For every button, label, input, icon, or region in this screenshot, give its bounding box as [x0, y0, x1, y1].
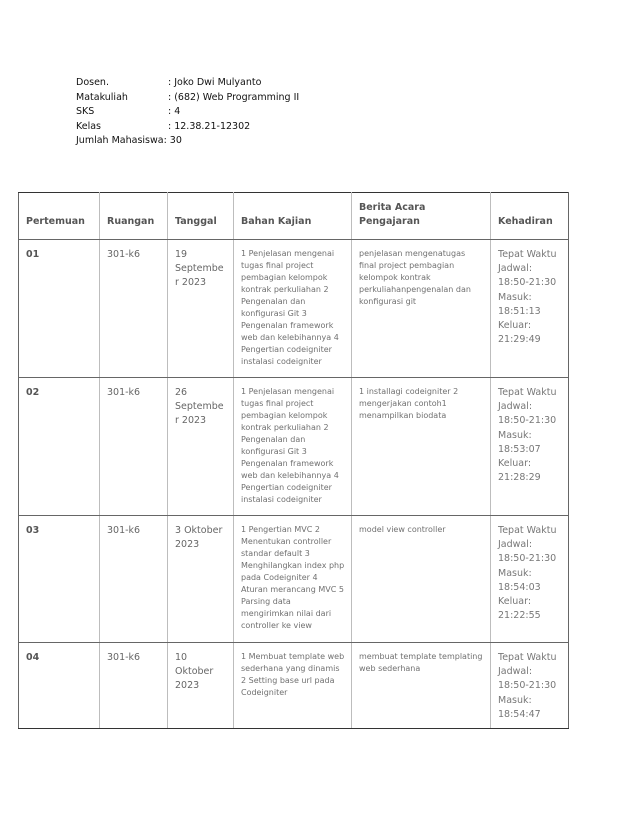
- sks-label: SKS: [76, 106, 95, 117]
- cell-tanggal: 19 September 2023: [168, 240, 234, 378]
- cell-bahan-kajian: 1 Penjelasan mengenai tugas final project pembagian kelompok kontrak perkuliahan 2 Pengenalan dan konfigurasi Git 3 Pengenalan framework web dan kelebihannya 4 Pengertian codeigniter instalasi codeigniter: [234, 378, 352, 516]
- cell-pertemuan: 02: [19, 378, 100, 516]
- header-pertemuan: Pertemuan: [19, 193, 100, 240]
- cell-bahan-kajian: 1 Penjelasan mengenai tugas final project pembagian kelompok kontrak perkuliahan 2 Pengenalan dan konfigurasi Git 3 Pengenalan framework web dan kelebihannya 4 Pengertian codeigniter instalasi codeigniter: [234, 240, 352, 378]
- attendance-table: [18, 192, 569, 729]
- cell-bahan-kajian: 1 Pengertian MVC 2 Menentukan controller standar default 3 Menghilangkan index php pada Codeigniter 4 Aturan merancang MVC 5 Parsing data mengirimkan nilai dari controller ke view: [234, 516, 352, 643]
- cell-berita-acara: penjelasan mengenatugas final project pembagian kelompok kontrak perkuliahanpengenalan dan konfigurasi git: [352, 240, 491, 378]
- cell-kehadiran: Tepat Waktu Jadwal: 18:50-21:30 Masuk: 18:54:47: [491, 643, 569, 729]
- cell-pertemuan: 01: [19, 240, 100, 378]
- cell-bahan-kajian: 1 Membuat template web sederhana yang dinamis 2 Setting base url pada Codeigniter: [234, 643, 352, 729]
- cell-ruangan: 301-k6: [100, 378, 168, 516]
- course-info: [76, 76, 299, 149]
- cell-tanggal: 3 Oktober 2023: [168, 516, 234, 643]
- info-row-dosen: [76, 76, 299, 91]
- cell-berita-acara: 1 installagi codeigniter 2 mengerjakan contoh1 menampilkan biodata: [352, 378, 491, 516]
- header-ruangan: Ruangan: [100, 193, 168, 240]
- cell-ruangan: 301-k6: [100, 240, 168, 378]
- jumlah-mahasiswa-value: : 30: [163, 135, 182, 146]
- cell-kehadiran: Tepat Waktu Jadwal: 18:50-21:30 Masuk: 18:53:07 Keluar: 21:28:29: [491, 378, 569, 516]
- cell-kehadiran: Tepat Waktu Jadwal: 18:50-21:30 Masuk: 18:51:13 Keluar: 21:29:49: [491, 240, 569, 378]
- table-row: [19, 643, 569, 729]
- info-row-matakuliah: [76, 91, 299, 106]
- table-header-row: [19, 193, 569, 240]
- info-row-sks: [76, 105, 299, 120]
- dosen-value: : Joko Dwi Mulyanto: [168, 77, 262, 88]
- table-row: [19, 516, 569, 643]
- matakuliah-value: : (682) Web Programming II: [168, 91, 300, 103]
- table-row: [19, 240, 569, 378]
- cell-pertemuan: 04: [19, 643, 100, 729]
- header-tanggal: Tanggal: [168, 193, 234, 240]
- cell-tanggal: 10 Oktober 2023: [168, 643, 234, 729]
- kelas-value: : 12.38.21-12302: [168, 120, 251, 132]
- cell-pertemuan: 03: [19, 516, 100, 643]
- info-row-jumlah: [76, 134, 299, 149]
- header-kehadiran: Kehadiran: [491, 193, 569, 240]
- header-berita-acara: Berita Acara Pengajaran: [352, 193, 491, 240]
- sks-value: : 4: [168, 106, 181, 117]
- jumlah-mahasiswa-label: Jumlah Mahasiswa: [76, 135, 164, 146]
- kelas-label: Kelas: [76, 120, 102, 132]
- cell-berita-acara: model view controller: [352, 516, 491, 643]
- dosen-label: Dosen.: [76, 77, 109, 88]
- matakuliah-label: Matakuliah: [76, 91, 128, 103]
- cell-ruangan: 301-k6: [100, 516, 168, 643]
- info-row-kelas: [76, 120, 299, 135]
- cell-ruangan: 301-k6: [100, 643, 168, 729]
- cell-berita-acara: membuat template templating web sederhana: [352, 643, 491, 729]
- table-row: [19, 378, 569, 516]
- header-bahan-kajian: Bahan Kajian: [234, 193, 352, 240]
- cell-kehadiran: Tepat Waktu Jadwal: 18:50-21:30 Masuk: 18:54:03 Keluar: 21:22:55: [491, 516, 569, 643]
- cell-tanggal: 26 September 2023: [168, 378, 234, 516]
